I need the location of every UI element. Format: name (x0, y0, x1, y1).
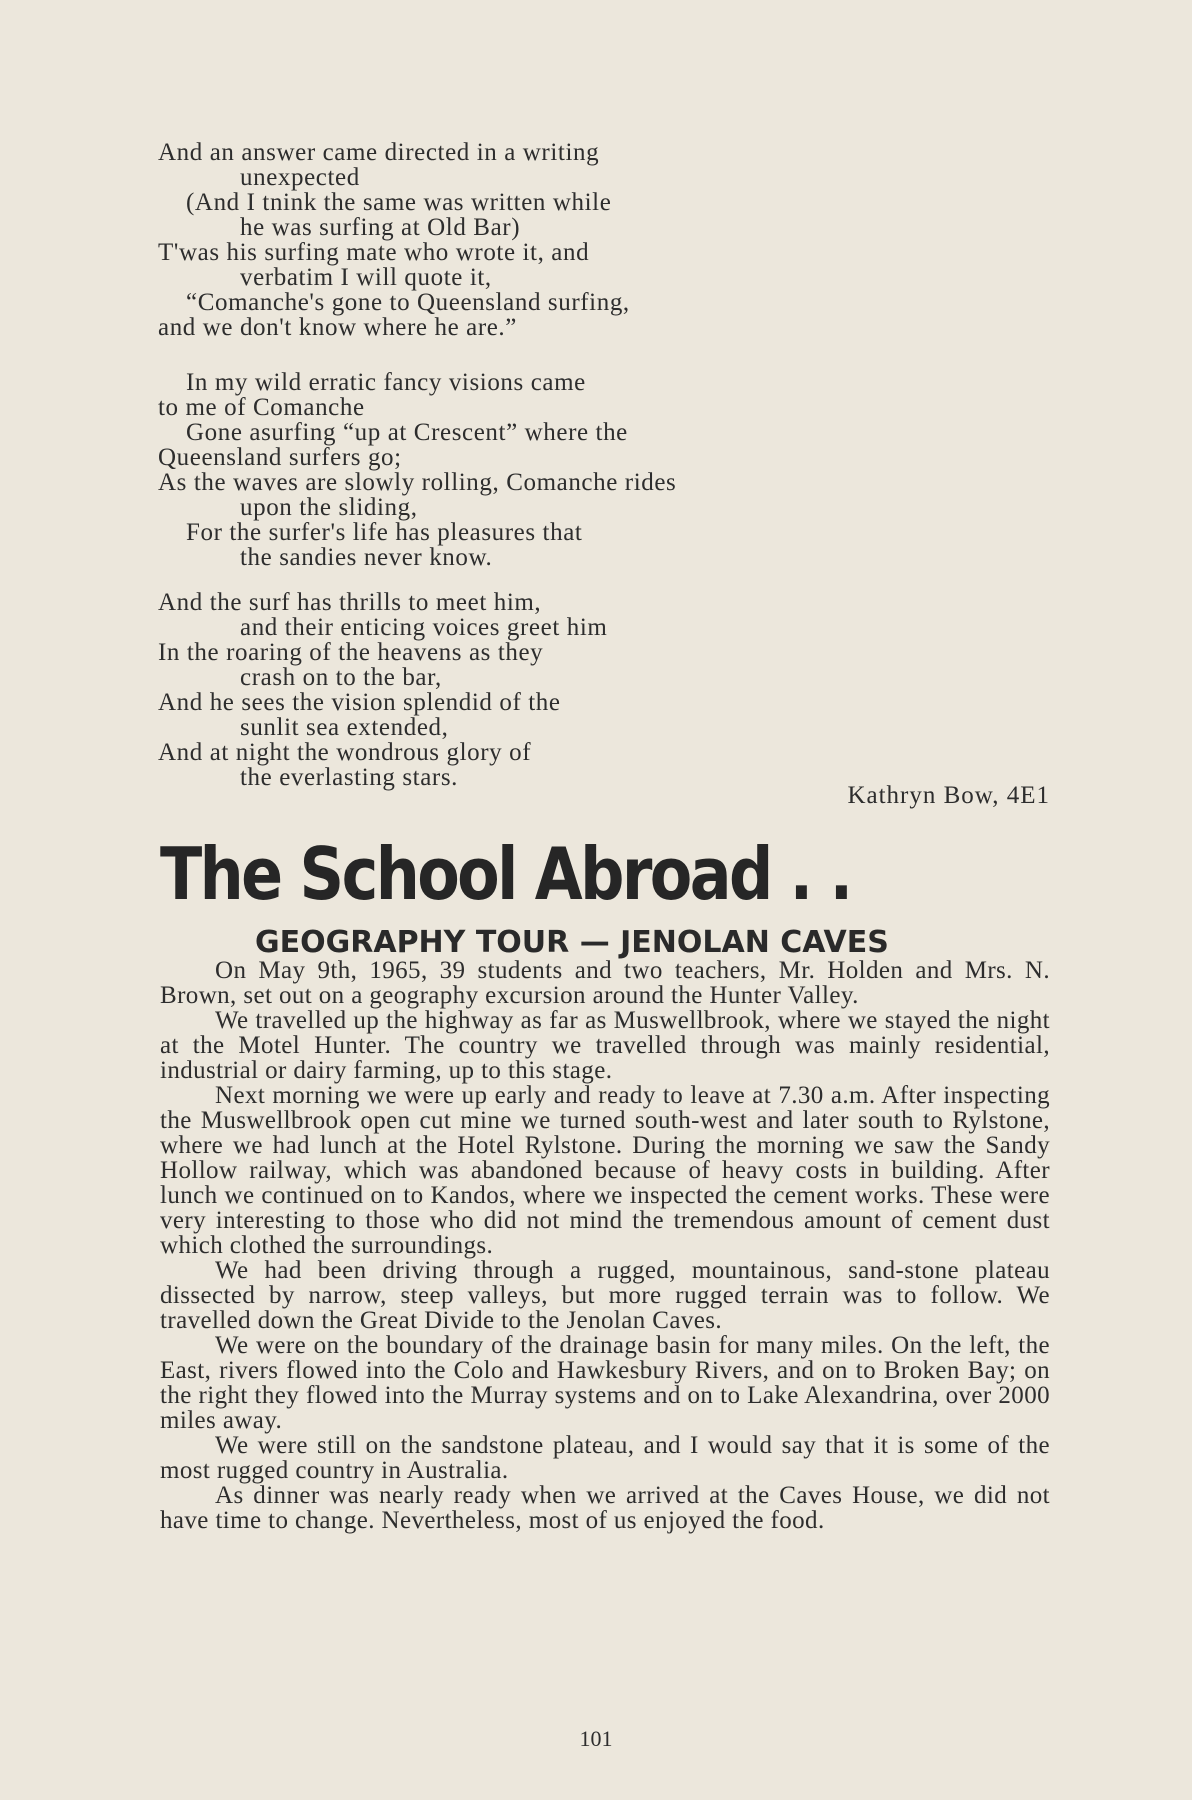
poem-line: As the waves are slowly rolling, Comanche rides (158, 469, 677, 496)
article-body (160, 958, 1050, 1533)
poem-line: In the roaring of the heavens as they (158, 639, 544, 666)
poem-line: (And I tnink the same was written while (186, 189, 612, 216)
article-paragraph: As dinner was nearly ready when we arrived at the Caves House, we did not have time to change. Nevertheless, most of us enjoyed the food. (160, 1482, 1050, 1534)
poem-line: the everlasting stars. (240, 764, 458, 791)
poem-line: unexpected (240, 164, 360, 191)
article-paragraph: We were on the boundary of the drainage basin for many miles. On the left, the East, rivers flowed into the Colo and Hawkesbury Rivers, and on to Broken Bay; on the right they flowed into the Murray systems and on to Lake Alexandrina, over 2000 miles away. (160, 1332, 1050, 1434)
poem-line: Queensland surfers go; (158, 444, 402, 471)
article-paragraph: We travelled up the highway as far as Muswellbrook, where we stayed the night at the Motel Hunter. The country we travelled through was mainly residential, industrial or dairy farming, up to this stage. (160, 1007, 1050, 1084)
poem-line: to me of Comanche (158, 394, 365, 421)
poem-line: And the surf has thrills to meet him, (158, 589, 542, 616)
poem-line: “Comanche's gone to Queensland surfing, (186, 289, 630, 316)
article-paragraph: We were still on the sandstone plateau, and I would say that it is some of the most rugged country in Australia. (160, 1432, 1050, 1484)
article-paragraph: On May 9th, 1965, 39 students and two teachers, Mr. Holden and Mrs. N. Brown, set out on a geography excursion around the Hunter Valley. (160, 957, 1050, 1009)
section-heading: The School Abroad . . (160, 832, 851, 916)
article-paragraph: Next morning we were up early and ready to leave at 7.30 a.m. After inspecting the Muswellbrook open cut mine we turned south-west and later south to Rylstone, where we had lunch at the Hotel Rylstone. During the morning we saw the Sandy Hollow railway, which was abandoned because of heavy costs in building. After lunch we continued on to Kandos, where we inspected the cement works. These were very interesting to those who did not mind the tremendous amount of cement dust which clothed the surroundings. (160, 1082, 1050, 1259)
page-number: 101 (579, 1726, 613, 1751)
poem-line: Gone asurfing “up at Crescent” where the (186, 419, 628, 446)
article-paragraph: We had been driving through a rugged, mountainous, sand-stone plateau dissected by narrow, steep valleys, but more rugged terrain was to follow. We travelled down the Great Divide to the Jenolan Caves. (160, 1257, 1050, 1334)
poem-line: and we don't know where he are.” (158, 314, 517, 341)
poem-line: For the surfer's life has pleasures that (186, 519, 583, 546)
poem-stanza (158, 370, 858, 570)
poem-line: verbatim I will quote it, (240, 264, 492, 291)
poem-line: In my wild erratic fancy visions came (186, 369, 586, 396)
poem-line: and their enticing voices greet him (240, 614, 608, 641)
article-subheading: GEOGRAPHY TOUR — JENOLAN CAVES (255, 925, 889, 960)
poem-line: the sandies never know. (240, 544, 493, 571)
poem-line: upon the sliding, (240, 494, 418, 521)
poem-line: crash on to the bar, (240, 664, 442, 691)
poem-line: sunlit sea extended, (240, 714, 449, 741)
poem-line: T'was his surfing mate who wrote it, and (158, 239, 590, 266)
poem-author: Kathryn Bow, 4E1 (847, 782, 1050, 809)
poem-stanza (158, 590, 858, 790)
poem-stanza (158, 140, 858, 340)
poem (158, 140, 858, 808)
poem-line: And at night the wondrous glory of (158, 739, 532, 766)
poem-line: And he sees the vision splendid of the (158, 689, 561, 716)
poem-line: he was surfing at Old Bar) (240, 214, 521, 241)
poem-line: And an answer came directed in a writing (158, 139, 600, 166)
